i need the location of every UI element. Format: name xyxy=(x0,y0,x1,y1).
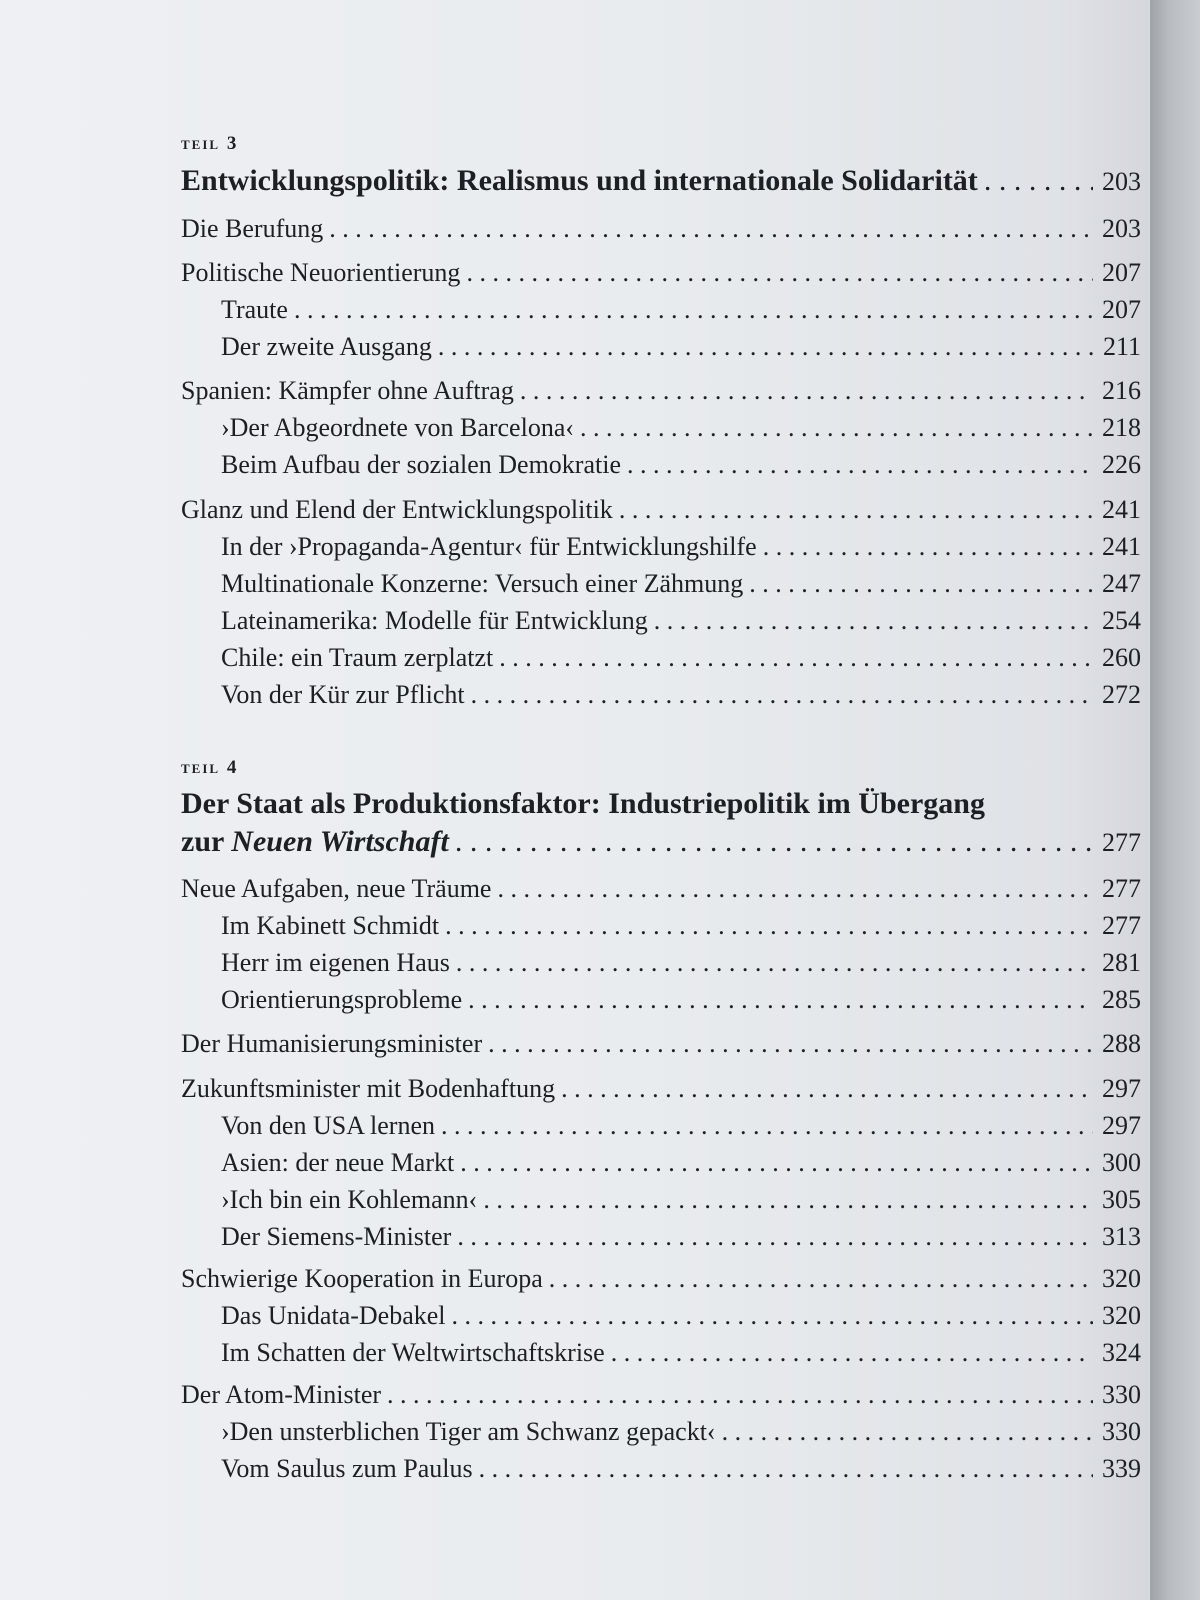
toc-entry-title: ›Der Abgeordnete von Barcelona‹ xyxy=(221,413,575,442)
toc-entry-title: Der zweite Ausgang xyxy=(221,332,432,361)
toc-entry xyxy=(181,213,1141,245)
toc-entry-page: 203 xyxy=(1102,214,1141,243)
toc-subentry xyxy=(221,947,1141,979)
toc-entry-title: Lateinamerika: Modelle für Entwicklung xyxy=(221,606,648,635)
toc-entry-page: 281 xyxy=(1102,948,1141,977)
toc-entry-page: 207 xyxy=(1102,295,1141,324)
toc-entry xyxy=(181,375,1141,407)
toc-entry-title: Spanien: Kämpfer ohne Auftrag xyxy=(181,376,514,405)
toc-entry-page: 207 xyxy=(1102,258,1141,287)
toc-entry xyxy=(181,1073,1141,1105)
toc-entry xyxy=(181,257,1141,289)
toc-entry-page: 254 xyxy=(1102,606,1141,635)
toc-entry-page: 297 xyxy=(1102,1074,1141,1103)
toc-entry-page: 313 xyxy=(1102,1222,1141,1251)
leader-dots xyxy=(984,162,1093,200)
toc-subentry xyxy=(221,1221,1141,1253)
leader-dots xyxy=(471,679,1093,711)
leader-dots xyxy=(549,1263,1093,1295)
toc-subentry xyxy=(221,605,1141,637)
leader-dots xyxy=(497,873,1093,905)
toc-subentry xyxy=(221,1337,1141,1369)
toc-entry-title: Der Siemens-Minister xyxy=(221,1222,452,1251)
toc-entry-title: Politische Neuorientierung xyxy=(181,258,461,287)
toc-entry-page: 272 xyxy=(1102,680,1141,709)
leader-dots xyxy=(387,1379,1093,1411)
toc-entry-title: Beim Aufbau der sozialen Demokratie xyxy=(221,450,621,479)
leader-dots xyxy=(499,642,1093,674)
leader-dots xyxy=(627,449,1093,481)
toc-entry-title: Zukunftsminister mit Bodenhaftung xyxy=(181,1074,556,1103)
toc-entry-page: 241 xyxy=(1102,495,1141,524)
toc-entry-page: 277 xyxy=(1102,911,1141,940)
toc-entry-title: Asien: der neue Markt xyxy=(221,1148,455,1177)
toc-entry-page: 216 xyxy=(1102,376,1141,405)
leader-dots xyxy=(456,947,1093,979)
toc-subentry xyxy=(221,679,1141,711)
toc-entry-title: Vom Saulus zum Paulus xyxy=(221,1454,473,1483)
toc-entry-title: Traute xyxy=(221,295,288,324)
toc-entry-title: Der Humanisierungsminister xyxy=(181,1029,483,1058)
leader-dots xyxy=(763,531,1093,563)
toc-entry-title: Das Unidata-Debakel xyxy=(221,1301,446,1330)
toc-entry-title: Schwierige Kooperation in Europa xyxy=(181,1264,543,1293)
leader-dots xyxy=(329,213,1093,245)
toc-subentry xyxy=(221,1184,1141,1216)
toc-entry-title: Von der Kür zur Pflicht xyxy=(221,680,465,709)
toc-entry-title: Die Berufung xyxy=(181,214,324,243)
toc-entry-page: 241 xyxy=(1102,532,1141,561)
toc-entry-page: 300 xyxy=(1102,1148,1141,1177)
toc-entry-page: 330 xyxy=(1102,1417,1141,1446)
toc-subentry xyxy=(221,1147,1141,1179)
toc-entry-title: Neue Aufgaben, neue Träume xyxy=(181,874,492,903)
toc-subentry xyxy=(221,568,1141,600)
part-3-title xyxy=(181,162,1141,201)
toc-entry-page: 305 xyxy=(1102,1185,1141,1214)
leader-dots xyxy=(455,823,1093,861)
part-4-title-prefix: zur xyxy=(181,825,224,858)
leader-dots xyxy=(722,1416,1093,1448)
toc-entry-page: 324 xyxy=(1102,1338,1141,1367)
toc-entry-title: Multinationale Konzerne: Versuch einer Zähmung xyxy=(221,569,744,598)
toc-entry-page: 320 xyxy=(1102,1301,1141,1330)
leader-dots xyxy=(749,568,1093,600)
leader-dots xyxy=(611,1337,1093,1369)
toc-subentry xyxy=(221,412,1141,444)
part-4-page: 277 xyxy=(1102,828,1141,857)
toc-subentry xyxy=(221,331,1141,363)
leader-dots xyxy=(488,1028,1093,1060)
toc-entry xyxy=(181,873,1141,905)
toc-entry-title: Im Schatten der Weltwirtschaftskrise xyxy=(221,1338,605,1367)
toc-entry-page: 211 xyxy=(1102,332,1141,361)
leader-dots xyxy=(466,257,1093,289)
toc-subentry xyxy=(221,1110,1141,1142)
toc-entry-page: 288 xyxy=(1102,1029,1141,1058)
toc-entry-page: 285 xyxy=(1102,985,1141,1014)
toc-entry xyxy=(181,1379,1141,1411)
toc-subentry xyxy=(221,910,1141,942)
leader-dots xyxy=(452,1300,1093,1332)
leader-dots xyxy=(483,1184,1093,1216)
toc-subentry xyxy=(221,1453,1141,1485)
toc-subentry xyxy=(221,1300,1141,1332)
toc-entry-page: 297 xyxy=(1102,1111,1141,1140)
part-3-page: 203 xyxy=(1102,167,1141,196)
toc-entry-title: Chile: ein Traum zerplatzt xyxy=(221,643,494,672)
toc-entry-page: 260 xyxy=(1102,643,1141,672)
part-4-label: teil 4 xyxy=(181,757,239,778)
toc-entry xyxy=(181,494,1141,526)
toc-subentry xyxy=(221,294,1141,326)
toc-entry-title: ›Ich bin ein Kohlemann‹ xyxy=(221,1185,478,1214)
toc-subentry xyxy=(221,642,1141,674)
part-3-label: teil 3 xyxy=(181,133,239,154)
leader-dots xyxy=(520,375,1093,407)
toc-entry-page: 277 xyxy=(1102,874,1141,903)
leader-dots xyxy=(654,605,1093,637)
toc-entry-title: Herr im eigenen Haus xyxy=(221,948,450,977)
leader-dots xyxy=(438,331,1093,363)
leader-dots xyxy=(479,1453,1093,1485)
toc-entry-title: Orientierungsprobleme xyxy=(221,985,463,1014)
leader-dots xyxy=(445,910,1093,942)
part-4-title-line1: Der Staat als Produktionsfaktor: Industriepolitik im Übergang xyxy=(181,787,985,820)
part-4-title-line2 xyxy=(181,823,449,861)
toc-entry-page: 339 xyxy=(1102,1454,1141,1483)
toc-entry-title: Von den USA lernen xyxy=(221,1111,436,1140)
page-edge-shadow xyxy=(1150,0,1200,1600)
leader-dots xyxy=(441,1110,1093,1142)
toc-entry-title: In der ›Propaganda-Agentur‹ für Entwicklungshilfe xyxy=(221,532,757,561)
toc-entry xyxy=(181,1263,1141,1295)
toc-entry-title: Glanz und Elend der Entwicklungspolitik xyxy=(181,495,613,524)
toc-subentry xyxy=(221,984,1141,1016)
toc-entry-page: 218 xyxy=(1102,413,1141,442)
toc-entry xyxy=(181,1028,1141,1060)
part-3-title-text: Entwicklungspolitik: Realismus und internationale Solidarität xyxy=(181,164,978,197)
toc-entry-title: Der Atom-Minister xyxy=(181,1380,382,1409)
leader-dots xyxy=(294,294,1093,326)
toc-subentry xyxy=(221,1416,1141,1448)
toc-entry-page: 226 xyxy=(1102,450,1141,479)
toc-entry-page: 247 xyxy=(1102,569,1141,598)
leader-dots xyxy=(460,1147,1093,1179)
toc-subentry xyxy=(221,449,1141,481)
part-4-title xyxy=(181,823,1141,862)
toc-entry-title: Im Kabinett Schmidt xyxy=(221,911,440,940)
leader-dots xyxy=(580,412,1093,444)
toc-entry-page: 320 xyxy=(1102,1264,1141,1293)
toc-subentry xyxy=(221,531,1141,563)
leader-dots xyxy=(457,1221,1093,1253)
toc-entry-title: ›Den unsterblichen Tiger am Schwanz gepackt‹ xyxy=(221,1417,716,1446)
part-4-title-italic: Neuen Wirtschaft xyxy=(231,825,449,858)
leader-dots xyxy=(468,984,1093,1016)
leader-dots xyxy=(561,1073,1093,1105)
leader-dots xyxy=(619,494,1093,526)
toc-entry-page: 330 xyxy=(1102,1380,1141,1409)
